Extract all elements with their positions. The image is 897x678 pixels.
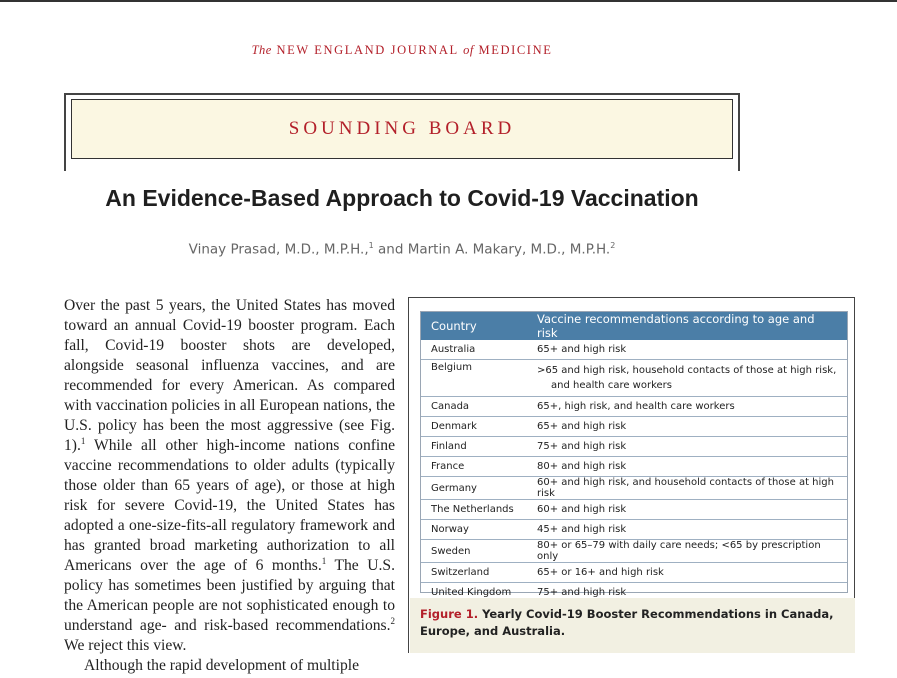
country-cell: Switzerland (421, 563, 527, 583)
table-row (421, 397, 847, 417)
figure-caption (410, 598, 855, 653)
table-header-row (421, 312, 847, 340)
table-row (421, 457, 847, 477)
table-row (421, 520, 847, 540)
table-row (421, 437, 847, 457)
p1-ref-3: 2 (390, 615, 395, 626)
author-2: and Martin A. Makary, M.D., M.P.H. (378, 241, 611, 258)
recommendation-cell: 75+ and high risk (527, 437, 847, 457)
recommendation-cell: 65+ or 16+ and high risk (527, 563, 847, 583)
p1-part-d: We reject this view. (64, 637, 187, 654)
journal-of: of (463, 43, 474, 57)
table-row (421, 500, 847, 520)
country-cell: Germany (421, 477, 527, 500)
recommendation-cell: 60+ and high risk (527, 500, 847, 520)
table-row (421, 360, 847, 397)
p1-ref-1: 1 (80, 435, 86, 446)
country-cell (421, 360, 527, 397)
table-row (421, 540, 847, 563)
recommendation-cell (527, 360, 847, 397)
recommendation-cell: 65+ and high risk (537, 344, 627, 355)
country-cell: Australia (431, 344, 476, 355)
table-row (421, 417, 847, 437)
p1-ref-2: 1 (321, 555, 327, 566)
body-column (64, 296, 395, 676)
p1-part-c: The U.S. policy has sometimes been justified by arguing that the American people are not sophisticated enough to understand age- and risk-based recommendations. (64, 557, 395, 634)
recommendation-cell: 65+, high risk, and health care workers (527, 397, 847, 417)
author-line (0, 241, 804, 258)
article-title: An Evidence-Based Approach to Covid-19 Vaccination (105, 185, 699, 211)
figure-caption-text: Yearly Covid-19 Booster Recommendations in Canada, Europe, and Australia. (420, 607, 834, 638)
author-1: Vinay Prasad, M.D., M.P.H., (188, 241, 369, 258)
recommendation-cell: 80+ and high risk (527, 457, 847, 477)
country-cell: France (421, 457, 527, 477)
country-cell: Finland (421, 437, 527, 457)
section-label: SOUNDING BOARD (288, 118, 516, 139)
country-cell: Norway (421, 520, 527, 540)
recommendation-line-2: and health care workers (551, 380, 672, 391)
recommendation-cell: 80+ or 65–79 with daily care needs; <65 by prescription only (527, 540, 847, 563)
country-cell: Sweden (421, 540, 527, 563)
author-2-ref: 2 (610, 241, 616, 250)
journal-header (0, 43, 804, 58)
recommendation-cell: 45+ and high risk (527, 520, 847, 540)
country-text: Belgium (431, 362, 472, 373)
recommendations-table (421, 312, 847, 602)
header-country: Country (421, 312, 527, 340)
paragraph-1 (64, 296, 395, 656)
country-cell: United Kingdom (421, 583, 527, 603)
journal-name: NEW ENGLAND JOURNAL (276, 43, 459, 57)
table-row (421, 477, 847, 500)
header-recommendations: Vaccine recommendations according to age and risk (527, 312, 847, 340)
country-cell: Denmark (421, 417, 527, 437)
country-cell: Canada (421, 397, 527, 417)
recommendation-cell: 75+ and high risk (527, 583, 847, 603)
figure-number: Figure 1. (420, 607, 479, 621)
table-row (421, 563, 847, 583)
section-banner (71, 99, 733, 159)
journal-prefix: The (251, 43, 272, 57)
country-cell: The Netherlands (421, 500, 527, 520)
p1-part-b: While all other high-income nations confine vaccine recommendations to older adults (typically those older than 65 years of age), or those at high risk for severe Covid-19, the United States has adopted a one-size-fits-all regulatory framework and has granted broad marketing authorization to all Americans over the age of 6 months. (64, 437, 395, 574)
p1-part-a: Over the past 5 years, the United States has moved toward an annual Covid-19 booster program. Each fall, Covid-19 booster shots are developed, alongside seasonal influenza vaccines, and are recommended for every American. As compared with vaccination policies in all European nations, the U.S. policy has been the most aggressive (see Fig. 1). (64, 297, 395, 454)
paragraph-2: Although the rapid development of multiple (84, 657, 359, 674)
table-row (421, 340, 847, 360)
figure-table-container (420, 311, 848, 598)
top-rule (0, 0, 897, 2)
author-1-ref: 1 (368, 241, 374, 250)
journal-suffix: MEDICINE (478, 43, 553, 57)
recommendation-cell: 65+ and high risk (527, 417, 847, 437)
recommendation-cell: 60+ and high risk, and household contacts of those at high risk (527, 477, 847, 500)
recommendation-line-1: >65 and high risk, household contacts of those at high risk, (537, 365, 837, 376)
